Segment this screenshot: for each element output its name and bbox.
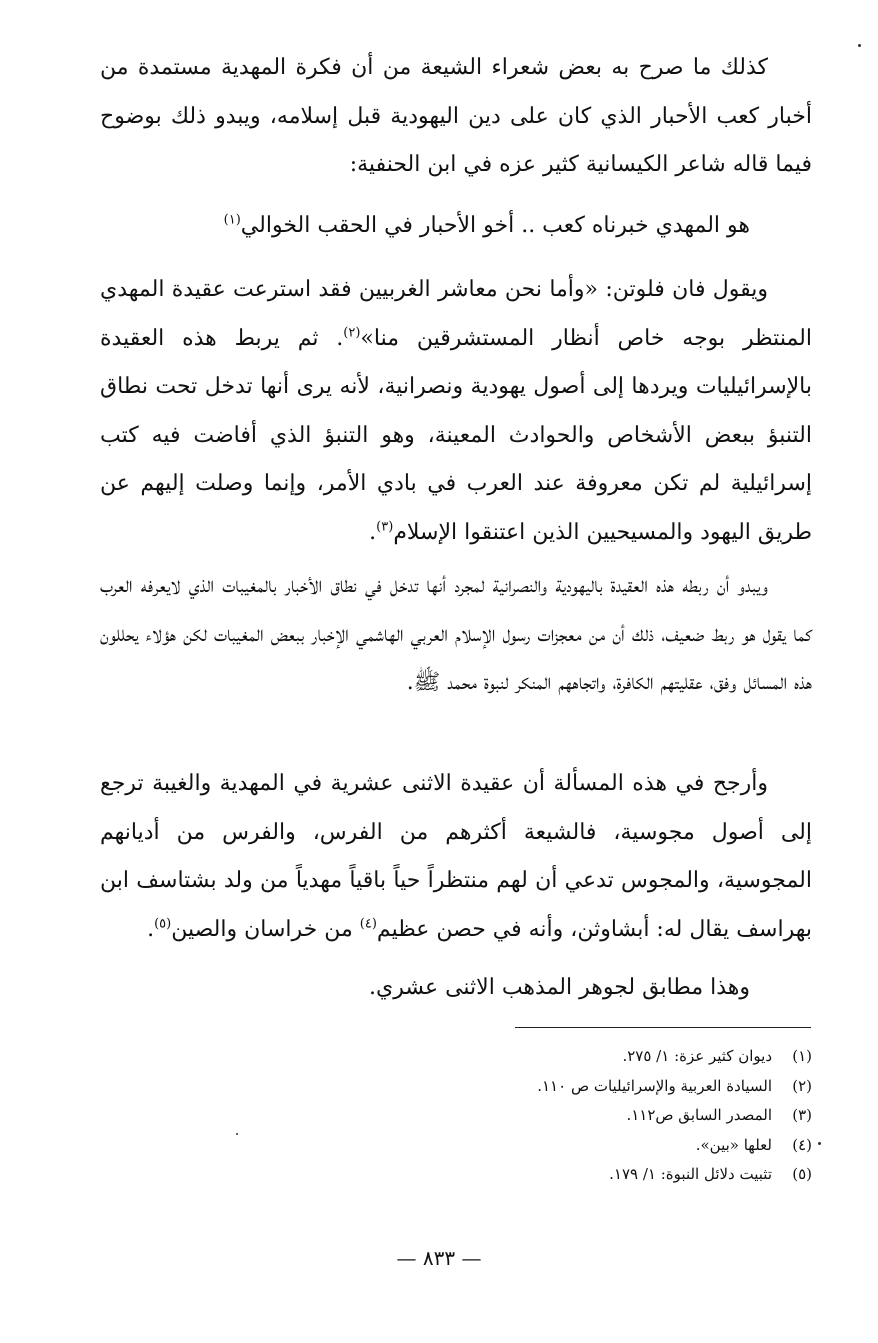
footnote-item [292,1101,812,1131]
footnote-ref-2: (٢) [343,325,361,341]
footnote-ref-3: (٣) [376,519,394,535]
footnote-divider [515,1027,811,1028]
paragraph-2 [100,266,812,557]
paragraph-2-end: . [369,519,377,545]
page-number: — ٨٣٣ — [396,1246,482,1270]
closing-text: وهذا مطابق لجوهر المذهب الاثنى عشري. [368,975,750,1000]
footnote-number: (١) [792,1047,812,1065]
paragraph-1 [100,44,812,190]
footnote-text: تثبيت دلائل النبوة: ١/ ١٧٩. [609,1165,772,1183]
paragraph-4-end: . [147,916,155,942]
paragraph-4 [100,760,812,954]
poetry-verse [140,202,750,250]
footnote-number: (٢) [792,1076,812,1095]
paragraph-4-text-a: وأرجح في هذه المسألة أن عقيدة الاثنى عشرية في المهدية والغيبة ترجع إلى أصول مجوسية، فالشيعة أكثرهم من الفرس، والفرس من أديانهم المجوسية، والمجوس تدعي أن لهم منتظراً حياً باقياً مهدياً من ولد بشتاسف ابن بهراسف يقال له: أبشاوثن، وأنه في حصن عظيم [100,771,812,942]
scan-speck [236,1133,238,1135]
paragraph-2-text-b: . ثم يربط هذه العقيدة بالإسرائيليات ويردها إلى أصول يهودية ونصرانية، لأنه يرى أنها تدخل تحت نطاق التنبؤ ببعض الأشخاص والحوادث المعينة، وهو التنبؤ الذي أفاضت فيه كتب إسرائيلية لم تكن معروفة عند العرب في بادي الأمر، وإنما وصلت إليهم عن طريق اليهود والمسيحيين الذين اعتنقوا الإسلام [100,325,813,545]
paragraph-2-text-a: ويقول فان فلوتن: «وأما نحن معاشر الغربيين فقد استرعت عقيدة المهدي المنتظر بوجه خاص أنظار المستشرقين منا» [100,277,812,351]
scan-speck [818,1142,821,1145]
paragraph-3 [100,562,812,708]
footnote-ref-1: (١) [223,212,241,228]
footnote-item [292,1131,812,1161]
footnote-item [292,1160,812,1190]
footnote-text: ديوان كثير عزة: ١/ ٢٧٥. [622,1047,772,1065]
paragraph-4-text-b: من خراسان والصين [171,916,360,942]
footnote-number: (٤) [792,1135,812,1154]
verse-text: هو المهدي خبرناه كعب .. أخو الأحبار في الحقب الخوالي [240,213,750,238]
footnote-text: لعلها «بين». [695,1135,772,1154]
footnotes [292,1042,812,1190]
paragraph-1-text: كذلك ما صرح به بعض شعراء الشيعة من أن فكرة المهدية مستمدة من أخبار كعب الأحبار الذي كان على دين اليهودية قبل إسلامه، ويبدو ذلك بوضوح فيما قاله شاعر الكيسانية كثير عزه في ابن الحنفية: [100,55,812,177]
footnote-item [292,1072,812,1102]
footnote-ref-4: (٤) [359,916,377,932]
footnote-number: (٥) [792,1165,812,1183]
closing-line [369,964,750,1012]
paragraph-3-text: ويبدو أن ربطه هذه العقيدة باليهودية والنصرانية لمجرد أنها تدخل في نطاق الأخبار بالمغيبات الذي لايعرفه العرب كما يقول هو ربط ضعيف، ذلك أن من معجزات رسول الإسلام العربي الهاشمي الإخبار ببعض المغيبات لكن هؤلاء يحللون هذه المسائل وفق، عقليتهم الكافرة، واتجاههم المنكر لنبوة محمد ﷺ. [100,573,812,695]
footnote-item [292,1042,812,1072]
scan-speck [858,44,861,47]
footnote-text: السيادة العربية والإسرائيليات ص ١١٠. [537,1076,772,1095]
footnote-ref-5: (٥) [154,916,172,932]
footnote-text: المصدر السابق ص١١٢. [626,1106,772,1124]
footnote-number: (٣) [792,1106,812,1124]
